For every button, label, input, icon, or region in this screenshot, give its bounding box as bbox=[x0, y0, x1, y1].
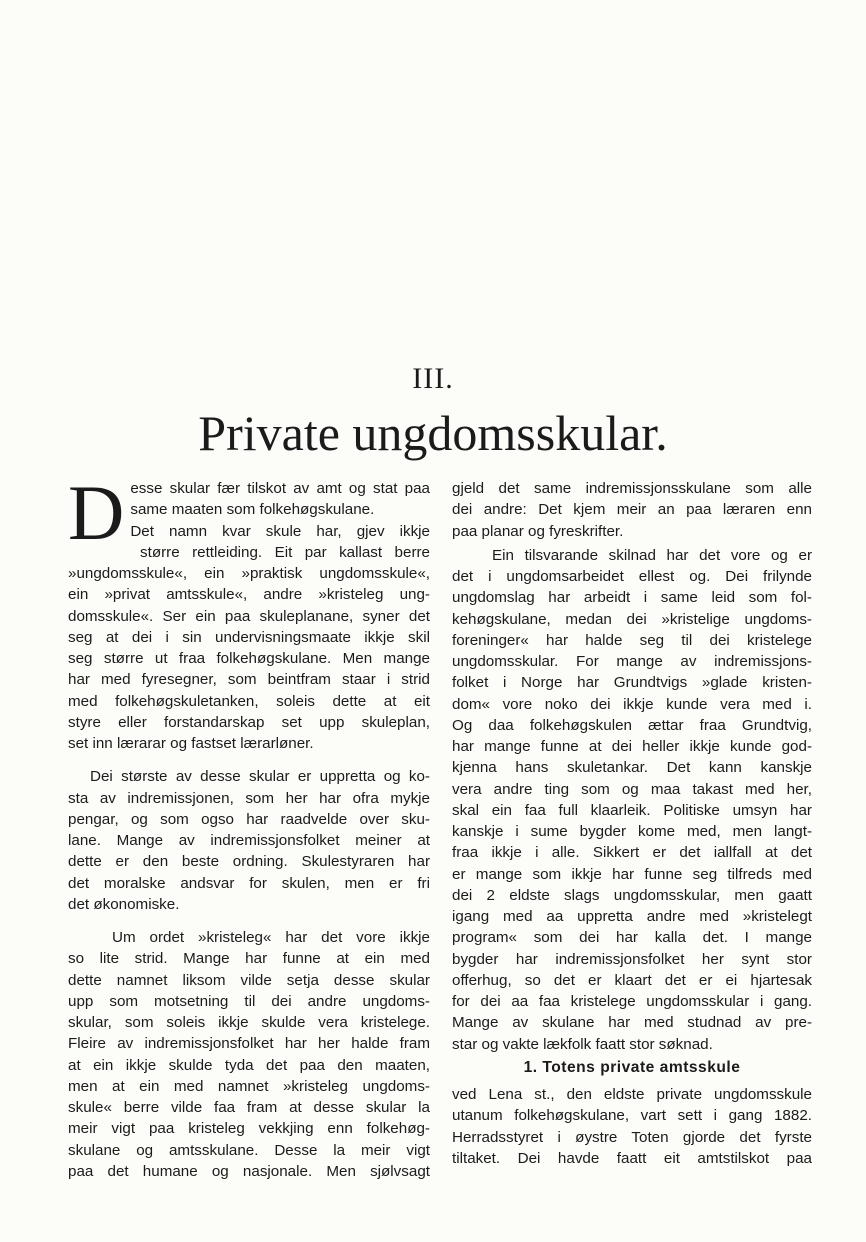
text-line: esse skular fær tilskot av amt og stat paa bbox=[130, 480, 430, 497]
chapter-number: III. bbox=[412, 362, 454, 395]
text-line: har mange funne at dei heller ikkje kunde god- bbox=[452, 738, 812, 755]
paragraph bbox=[68, 927, 430, 1182]
text-line: upp som motsetning til dei andre ungdoms- bbox=[68, 992, 430, 1010]
text-line: ungdomslag har arbeidt i same leid som fol- bbox=[452, 589, 812, 607]
chapter-title: Private ungdomsskular. bbox=[198, 405, 668, 461]
text-line: det moralske andsvar for skulen, men er fri bbox=[68, 874, 430, 892]
text-line: det økonomiske. bbox=[68, 895, 180, 913]
text-line: gjeld det same indremissjonsskulane som alle bbox=[452, 480, 812, 497]
text-line: Dei største av desse skular er uppretta og ko- bbox=[90, 768, 430, 786]
text-line: styre eller forstandarskap set upp skuleplan, bbox=[68, 713, 430, 731]
text-line: Og daa folkehøgskulen ættar fraa Grundtvig, bbox=[452, 716, 812, 734]
text-line: paa det humane og nasjonale. Men sjølvsagt bbox=[68, 1162, 430, 1180]
text-line: fraa ikkje i alle. Sikkert er det iallfall at det bbox=[452, 844, 812, 862]
drop-cap: D bbox=[68, 469, 125, 556]
text-line: meir vigt paa kristeleg vekkjing enn folkehøg- bbox=[68, 1120, 430, 1138]
text-line: ein »privat amtsskule«, andre »kristeleg ung- bbox=[68, 586, 430, 604]
text-line: er mange som ikkje har funne seg tilfreds med bbox=[452, 865, 812, 883]
text-line: Herradsstyret i øystre Toten gjorde det fyrste bbox=[452, 1128, 812, 1146]
text-line: seg at dei i sin undervisningsmaate ikkje skil bbox=[68, 628, 430, 646]
text-line: med folkehøgskuletanken, soleis dette at eit bbox=[68, 692, 430, 710]
text-line: for dei aa faa kristelege ungdomsskular i gang. bbox=[452, 993, 812, 1010]
text-line: kehøgskulane, medan dei »kristelige ungdoms- bbox=[452, 610, 812, 628]
text-line: kanskje i sume bygder kome med, men langt- bbox=[452, 823, 812, 840]
text-line: paa planar og fyreskrifter. bbox=[452, 522, 624, 540]
section-heading: 1. Totens private amtsskule bbox=[523, 1058, 741, 1076]
text-line: bygder har indremissjonsfolket her synt stor bbox=[452, 950, 812, 968]
text-line: men at ein med namnet »kristeleg ungdoms- bbox=[68, 1077, 430, 1095]
text-line: foreninger« har halde seg til dei kristelege bbox=[452, 631, 812, 649]
text-line: tiltaket. Dei havde faatt eit amtstilskot paa bbox=[452, 1149, 812, 1167]
text-line: Um ordet »kristeleg« har det vore ikkje bbox=[112, 929, 430, 946]
text-line: »ungdomsskule«, ein »praktisk ungdomsskule«, bbox=[68, 565, 430, 582]
text-line: ved Lena st., den eldste private ungdomsskule bbox=[452, 1086, 812, 1103]
right-column bbox=[452, 478, 812, 1169]
text-line: større rettleiding. Eit par kallast berre bbox=[140, 543, 430, 561]
text-line: dei andre: Det kjem meir an paa læraren enn bbox=[452, 501, 812, 519]
text-line: skule« berre vilde faa fram at desse skular la bbox=[68, 1099, 430, 1116]
text-line: seg større ut fraa folkehøgskulane. Men mange bbox=[68, 650, 430, 667]
text-line: kjenna hans skuletankar. Det kann kanskje bbox=[452, 759, 812, 777]
text-line: star og vakte lækfolk faatt stor søknad. bbox=[452, 1035, 713, 1053]
text-line: offerhug, so det er klaart det er ei hjartesak bbox=[452, 971, 812, 989]
paragraph bbox=[68, 469, 430, 754]
text-line: skulane og amtsskulane. Desse la meir vigt bbox=[68, 1141, 430, 1159]
text-line: dette namnet liksom vilde setja desse skular bbox=[68, 971, 430, 989]
left-column bbox=[68, 469, 430, 1182]
text-line: pengar, og som ogso har raadvelde over sku- bbox=[68, 810, 430, 828]
text-line: igang med aa uppretta andre med »kristelegt bbox=[452, 908, 812, 925]
text-line: utanum folkehøgskulane, vart sett i gang 1882. bbox=[452, 1107, 812, 1125]
paragraph bbox=[452, 478, 812, 542]
text-line: Det namn kvar skule har, gjev ikkje bbox=[130, 522, 430, 540]
text-line: ungdomsskular. For mange av indremissjons- bbox=[452, 653, 812, 670]
text-line: dom« vore noko dei ikkje kunde vera med i. bbox=[452, 695, 812, 713]
text-line: same maaten som folkehøgskulane. bbox=[130, 501, 375, 519]
paragraph bbox=[68, 766, 430, 915]
text-line: program« som dei har kalla det. I mange bbox=[452, 929, 812, 947]
text-line: so lite strid. Mange har funne at ein med bbox=[68, 950, 430, 968]
text-line: har med fyresegner, som beintfram staar i strid bbox=[68, 671, 430, 689]
text-line: skal ein faa full klaarleik. Politiske umsyn har bbox=[452, 801, 812, 819]
text-line: sta av indremissjonen, som her har ofra mykje bbox=[68, 789, 430, 807]
text-line: dette er den beste ordning. Skulestyraren har bbox=[68, 853, 430, 871]
text-line: domsskule«. Ser ein paa skuleplanane, syner det bbox=[68, 607, 430, 625]
text-line: set inn lærarar og fastset lærarløner. bbox=[68, 735, 314, 752]
paragraph bbox=[452, 545, 812, 1055]
text-line: folket i Norge har Grundtvigs »glade kristen- bbox=[452, 674, 812, 692]
text-line: vera andre ting som og maa takast med her, bbox=[452, 780, 812, 798]
text-line: Mange av skulane har med studnad av pre- bbox=[452, 1014, 812, 1032]
text-line: at ein ikkje skulde tyda det paa den maaten, bbox=[68, 1056, 430, 1074]
text-line: lane. Mange av indremissjonsfolket meiner at bbox=[68, 832, 430, 849]
text-line: det i ungdomsarbeidet ellest og. Dei frilynde bbox=[452, 568, 812, 585]
text-line: Fleire av indremissjonsfolket har her halde fram bbox=[68, 1035, 430, 1053]
text-line: skular, som soleis ikkje skulde vera kristelege. bbox=[68, 1014, 430, 1031]
text-line: Ein tilsvarande skilnad har det vore og er bbox=[492, 546, 812, 564]
text-line: dei 2 eldste slags ungdomsskular, men gaatt bbox=[452, 886, 812, 904]
paragraph bbox=[452, 1084, 812, 1169]
